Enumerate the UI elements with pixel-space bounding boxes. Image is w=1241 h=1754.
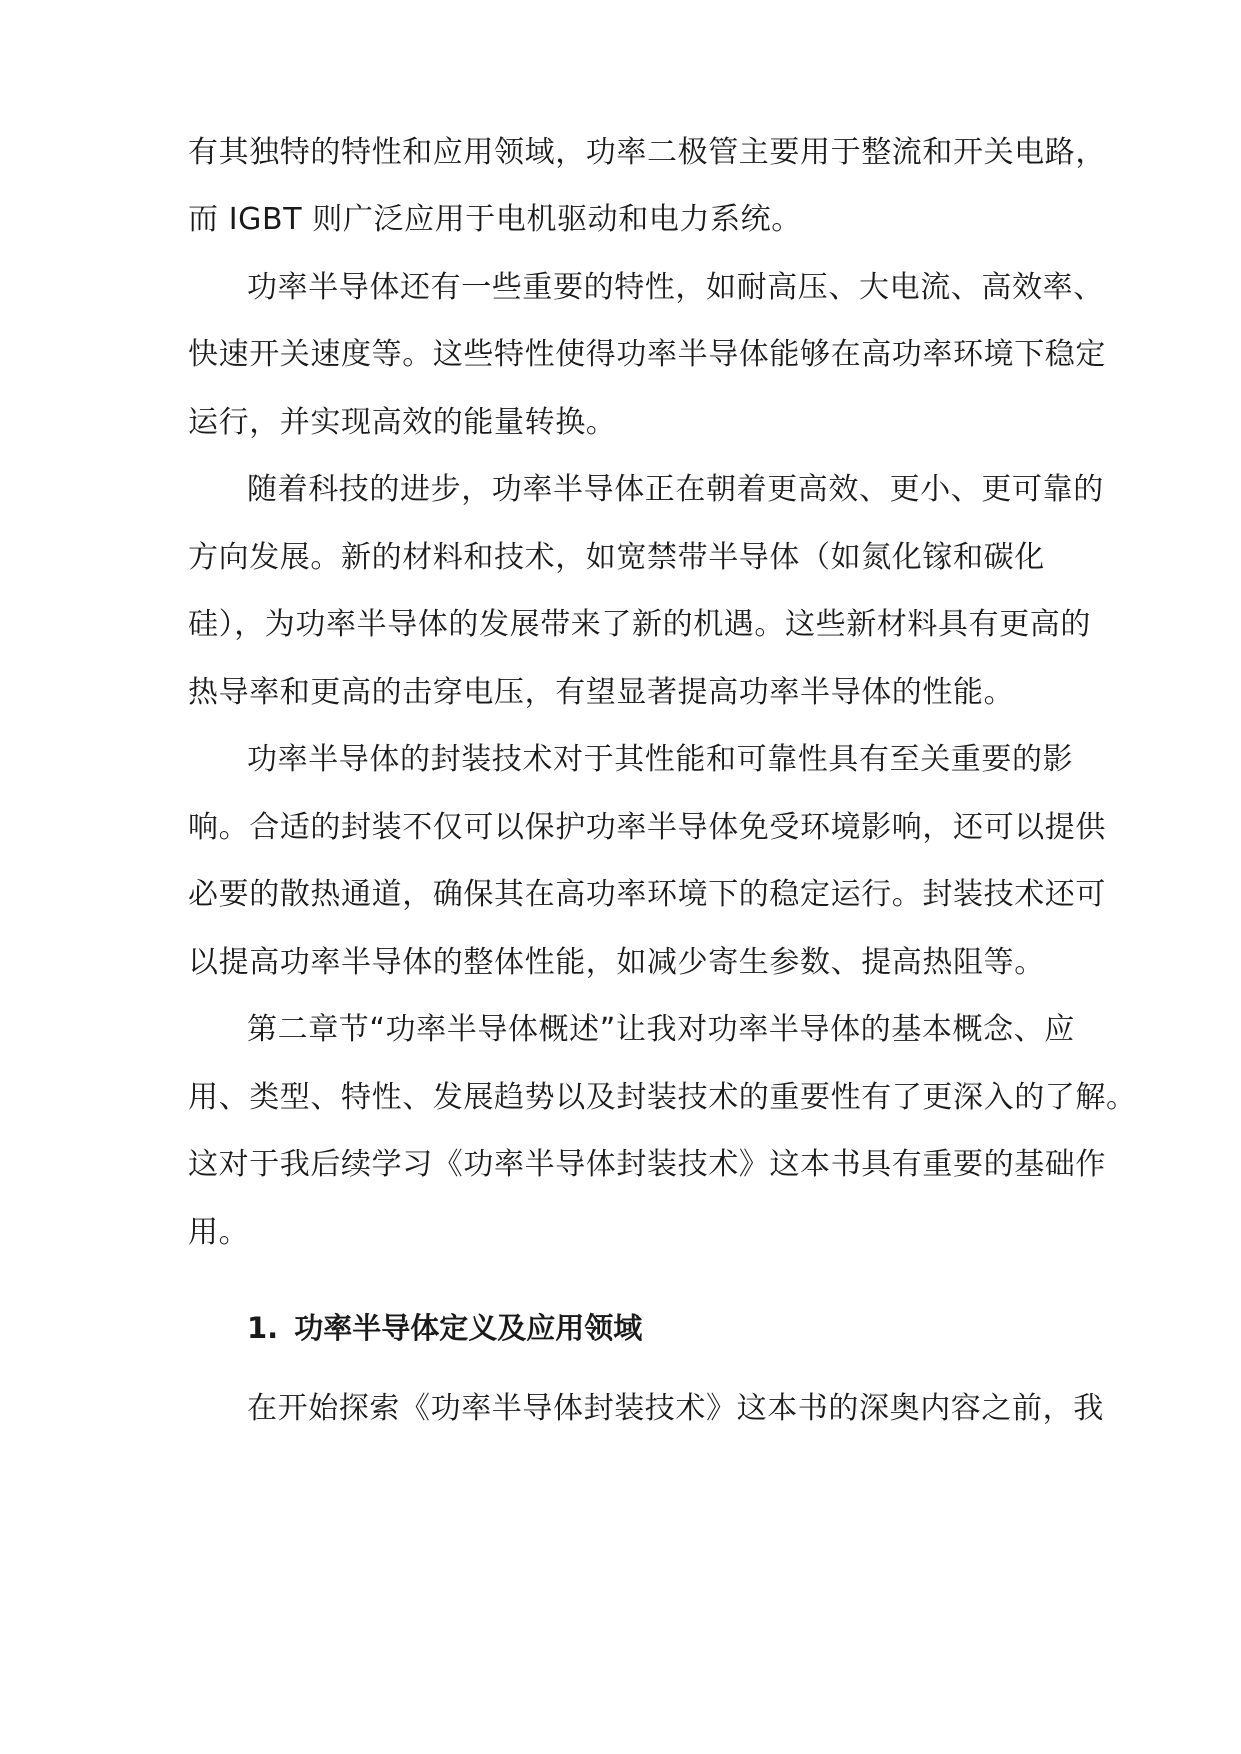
paragraph-line: 方向发展。新的材料和技术，如宽禁带半导体（如氮化镓和碳化 (188, 540, 1045, 575)
paragraph-line: 在开始探索《功率半导体封装技术》这本书的深奥内容之前，我 (247, 1391, 1104, 1426)
paragraph-line: 功率半导体的封装技术对于其性能和可靠性具有至关重要的影 (247, 742, 1074, 777)
paragraph-line: 而 IGBT 则广泛应用于电机驱动和电力系统。 (188, 202, 802, 237)
paragraph-line: 用。 (188, 1215, 250, 1250)
section-title: 功率半导体定义及应用领域 (294, 1311, 643, 1345)
paragraph-line: 热导率和更高的击穿电压，有望显著提高功率半导体的性能。 (188, 675, 1015, 710)
section-heading (247, 1306, 642, 1350)
section-number: 1. (247, 1311, 279, 1345)
paragraph-line: 以提高功率半导体的整体性能，如减少寄生参数、提高热阻等。 (188, 945, 1045, 980)
paragraph-line: 运行，并实现高效的能量转换。 (188, 405, 617, 440)
paragraph-line: 必要的散热通道，确保其在高功率环境下的稳定运行。封装技术还可 (188, 877, 1106, 912)
paragraph-line: 用、类型、特性、发展趋势以及封装技术的重要性有了更深入的了解。 (188, 1080, 1137, 1115)
paragraph-line: 快速开关速度等。这些特性使得功率半导体能够在高功率环境下稳定 (188, 337, 1106, 372)
paragraph-line: 功率半导体还有一些重要的特性，如耐高压、大电流、高效率、 (247, 270, 1104, 305)
paragraph-line: 随着科技的进步，功率半导体正在朝着更高效、更小、更可靠的 (247, 472, 1104, 507)
paragraph-line: 第二章节“功率半导体概述”让我对功率半导体的基本概念、应 (247, 1012, 1075, 1047)
paragraph-line: 硅），为功率半导体的发展带来了新的机遇。这些新材料具有更高的 (188, 607, 1091, 642)
paragraph-line: 响。合适的封装不仅可以保护功率半导体免受环境影响，还可以提供 (188, 810, 1106, 845)
paragraph-line: 有其独特的特性和应用领域，功率二极管主要用于整流和开关电路， (188, 135, 1106, 170)
paragraph-line: 这对于我后续学习《功率半导体封装技术》这本书具有重要的基础作 (188, 1147, 1106, 1182)
